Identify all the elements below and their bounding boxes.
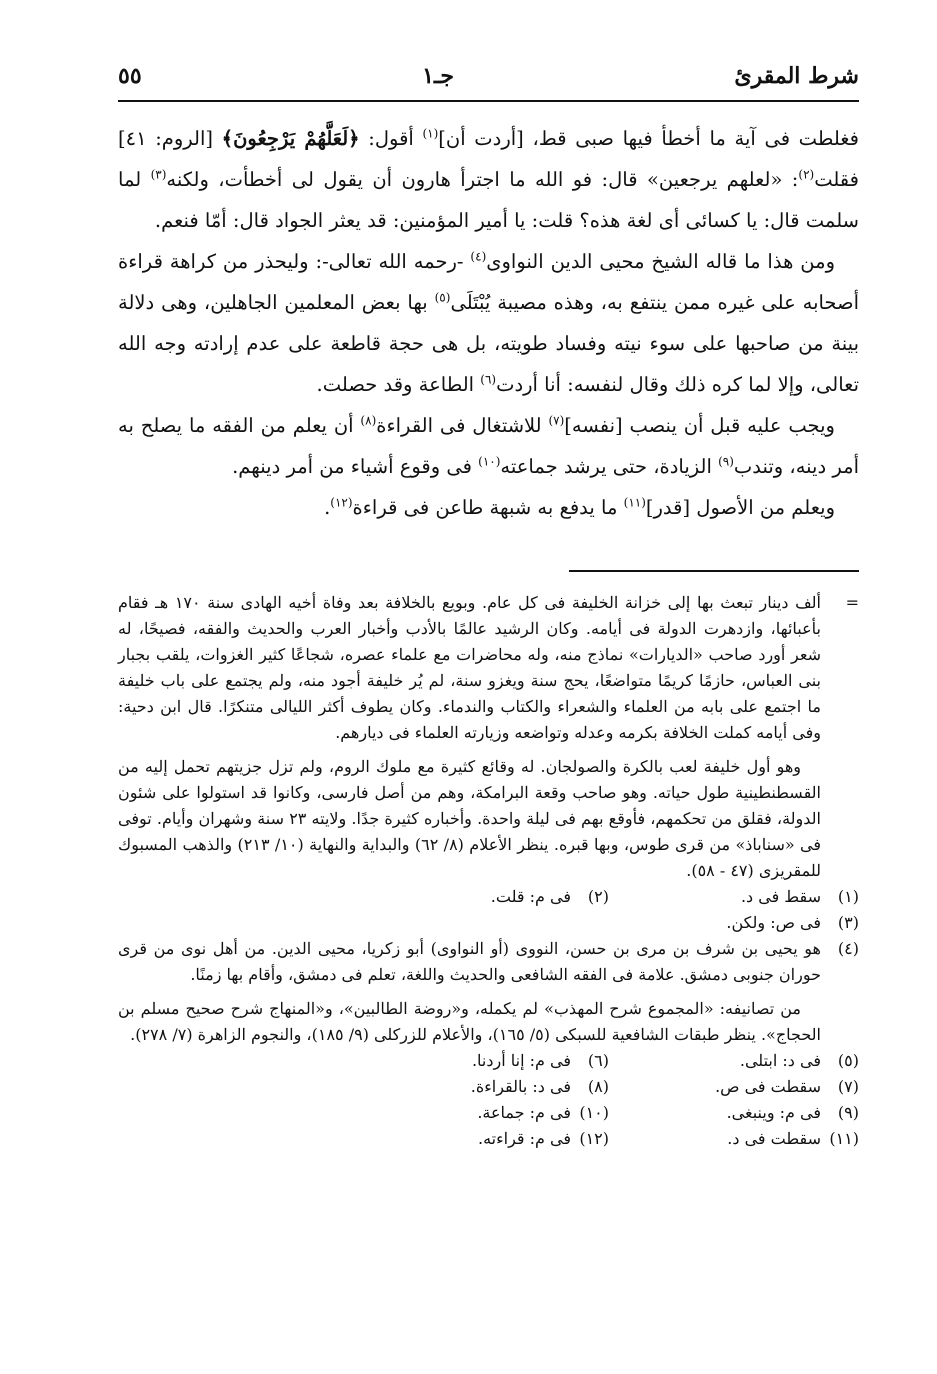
text-span: ويجب عليه قبل أن ينصب [نفسه] xyxy=(564,414,835,437)
footnote-ref: (٥) xyxy=(434,290,451,305)
footnote-10 xyxy=(359,1100,609,1126)
footnote-text: سقطت فى ص. xyxy=(715,1077,821,1096)
continuation-mark: = xyxy=(845,593,859,612)
footnote-number: (١١) xyxy=(829,1129,859,1148)
text-span: فغلطت فى آية ما أخطأ فيها صبى قط، [أردت أن] xyxy=(438,127,860,150)
text-span: ومن هذا ما قاله الشيخ محيى الدين النواوى xyxy=(486,250,835,273)
footnote-separator xyxy=(569,570,859,572)
footnote-row xyxy=(118,1126,859,1152)
footnote-ref: (٤) xyxy=(470,249,487,264)
footnote-ref: (١) xyxy=(422,126,439,141)
page-header xyxy=(118,56,859,96)
paragraph-3 xyxy=(118,405,859,487)
footnote-ref: (٦) xyxy=(480,372,497,387)
running-title: شرط المقرئ xyxy=(734,63,859,89)
footnote-row xyxy=(118,1048,859,1074)
footnote-number: (١) xyxy=(837,887,859,906)
footnote-ref: (٢) xyxy=(798,167,815,182)
text-span: الزيادة، حتى يرشد جماعته xyxy=(500,455,719,478)
footnote-5 xyxy=(609,1048,859,1074)
footnote-row xyxy=(118,1074,859,1100)
footnote-number: (٦) xyxy=(587,1051,609,1070)
verse-reference: [الروم: ٤١] xyxy=(118,127,222,150)
footnote-ref: (١٢) xyxy=(330,495,353,510)
footnote-number: (٨) xyxy=(587,1077,609,1096)
footnote-row xyxy=(118,1100,859,1126)
footnote-number: (٤) xyxy=(837,939,859,958)
footnote-number: (١٠) xyxy=(579,1103,609,1122)
footnote-7 xyxy=(609,1074,859,1100)
page-number: ٥٥ xyxy=(118,63,142,89)
paragraph-4 xyxy=(118,487,859,528)
text-span: ما يدفع به شبهة طاعن فى قراءة xyxy=(352,496,624,519)
text-span: -رحمه الله تعالى-: وليحذر من كراهة قراءة أصحابه على غيره ممن ينتفع به، وهذه مصيبة يُبْتَلَى xyxy=(118,250,859,314)
main-text xyxy=(118,118,859,528)
footnote-text: سقطت فى د. xyxy=(727,1129,821,1148)
footnote-number: (١٢) xyxy=(579,1129,609,1148)
footnote-number: (٢) xyxy=(587,887,609,906)
footnote-text: فى م: وينبغى. xyxy=(726,1103,821,1122)
text-span: الطاعة وقد حصلت. xyxy=(316,373,481,396)
footnote-ref: (٧) xyxy=(548,413,565,428)
quran-verse: ﴿لَعَلَّهُمْ يَرْجِعُونَ﴾ xyxy=(221,127,360,150)
text-span: أقول: xyxy=(359,127,423,150)
footnote-text: فى م: جماعة. xyxy=(477,1103,571,1122)
footnote-ref: (١٠) xyxy=(478,454,501,469)
footnote-row xyxy=(118,884,859,910)
footnote-6 xyxy=(359,1048,609,1074)
text-span: فى وقوع أشياء من أمر دينهم. xyxy=(232,455,479,478)
footnote-8 xyxy=(359,1074,609,1100)
footnote-3 xyxy=(118,910,859,936)
footnote-text: فى م: قلت. xyxy=(490,887,571,906)
paragraph-2 xyxy=(118,241,859,405)
footnote-continued xyxy=(118,590,859,746)
footnote-text: سقط فى د. xyxy=(740,887,821,906)
volume-label: جـ١ xyxy=(422,63,454,89)
footnote-text: من تصانيفه: «المجموع شرح المهذب» لم يكمله، و«روضة الطالبين»، و«المنهاج شرح صحيح مسلم بن الحجاج». ينظر طبقات الشافعية للسبكى (٥/ ١٦٥)، والأعلام للزركلى (٩/ ١٨٥)، والنجوم الزاهرة (٧/ ٢٧٨). xyxy=(118,999,821,1044)
text-span: أن يعلم من الفقه ما يصلح به أمر دينه، وتندب xyxy=(118,414,859,478)
footnote-text: ألف دينار تبعث بها إلى خزانة الخليفة فى كل عام. وبويع بالخلافة بعد وفاة أخيه الهادى سنة ١٧٠ هـ فقام بأعبائها، وازدهرت الدولة فى أيامه. وكان الرشيد عالمًا بالأدب وأخبار العرب والحديث والفقه، فصيحًا، له شعر أورد صاحب «الديارات» نماذج منه، وله محاضرات مع علماء عصره، شجاعًا كثير الغزوات، يلقب بجبار بنى العباس، حازمًا كريمًا متواضعًا، يحج سنة ويغزو سنة، لم يُر خليفة أجود منه، ولم يجتمع على باب خليفة ما اجتمع على بابه من العلماء والشعراء والكتاب والندماء. وكان يطوف أكثر الليالى متنكرًا. قال ابن دحية: وفى أيامه كملت الخلافة بكرمه وعدله وتواضعه وزيارته العلماء فى ديارهم. xyxy=(118,593,821,742)
footnote-text: فى م: إنا أردنا. xyxy=(471,1051,571,1070)
footnote-number: (٣) xyxy=(837,913,859,932)
footnote-2 xyxy=(359,884,609,910)
footnote-4 xyxy=(118,936,859,988)
footnote-ref: (٩) xyxy=(718,454,734,469)
text-span: . xyxy=(324,496,331,519)
footnote-12 xyxy=(359,1126,609,1152)
footnote-number: (٥) xyxy=(837,1051,859,1070)
header-rule xyxy=(118,100,859,102)
text-span: فقلت xyxy=(814,168,859,191)
text-span: لما سلمت قال: يا كسائى أى لغة هذه؟ قلت: يا أمير المؤمنين: قد يعثر الجواد قال: أمّا فنعم. xyxy=(118,168,859,232)
footnote-text: وهو أول خليفة لعب بالكرة والصولجان. له وقائع كثيرة مع ملوك الروم، ولم تزل جزيتهم تحمل إليه من القسطنطينية طول حياته. وهو صاحب وقعة البرامكة، وهم من أصل فارسى، وكانوا قد استولوا على شئون الدولة، فقلق من تحكمهم، فأوقع بهم فى ليلة واحدة. وأخباره كثيرة جدًا. ولايته ٢٣ سنة وشهران وأيام. توفى فى «سناباذ» من قرى طوس، وبها قبره. ينظر الأعلام (٨/ ٦٢) والبداية والنهاية (١٠/ ٢١٣) والذهب المسبوك للمقريزى (٤٧ - ٥٨). xyxy=(118,757,822,880)
footnote-number: (٧) xyxy=(837,1077,859,1096)
text-span: بها بعض المعلمين الجاهلين، وهى دلالة بينة من صاحبها على سوء نيته وفساد طويته، بل هى حجة قاطعة على عدم إرادته وجه الله تعالى، وإلا لما كره ذلك وقال لنفسه: أنا أردت xyxy=(118,291,859,396)
footnote-ref: (٣) xyxy=(150,167,167,182)
footnote-text: فى ص: ولكن. xyxy=(726,913,821,932)
footnote-number: (٩) xyxy=(837,1103,859,1122)
text-span: : «لعلهم يرجعين» قال: فو الله ما اجترأ هارون أن يقول لى أخطأت، ولكنه xyxy=(166,168,799,191)
footnote-ref: (٨) xyxy=(360,413,377,428)
footnotes xyxy=(118,590,859,1152)
footnote-text: فى م: قراءته. xyxy=(477,1129,571,1148)
text-span: ويعلم من الأصول [قدر] xyxy=(645,496,835,519)
text-span: للاشتغال فى القراءة xyxy=(376,414,549,437)
footnote-11 xyxy=(609,1126,859,1152)
footnote-text: فى د: ابتلى. xyxy=(739,1051,821,1070)
footnote-9 xyxy=(609,1100,859,1126)
paragraph-1 xyxy=(118,118,859,241)
footnote-text: فى د: بالقراءة. xyxy=(470,1077,571,1096)
footnote-text: هو يحيى بن شرف بن مرى بن حسن، النووى (أو النواوى) أبو زكريا، محيى الدين. من أهل نوى من قرى حوران جنوبى دمشق. علامة فى الفقه الشافعى والحديث واللغة، تعلم فى دمشق، وأقام بها زمنًا. xyxy=(118,939,821,984)
footnote-ref: (١١) xyxy=(623,495,646,510)
footnote-1 xyxy=(609,884,859,910)
